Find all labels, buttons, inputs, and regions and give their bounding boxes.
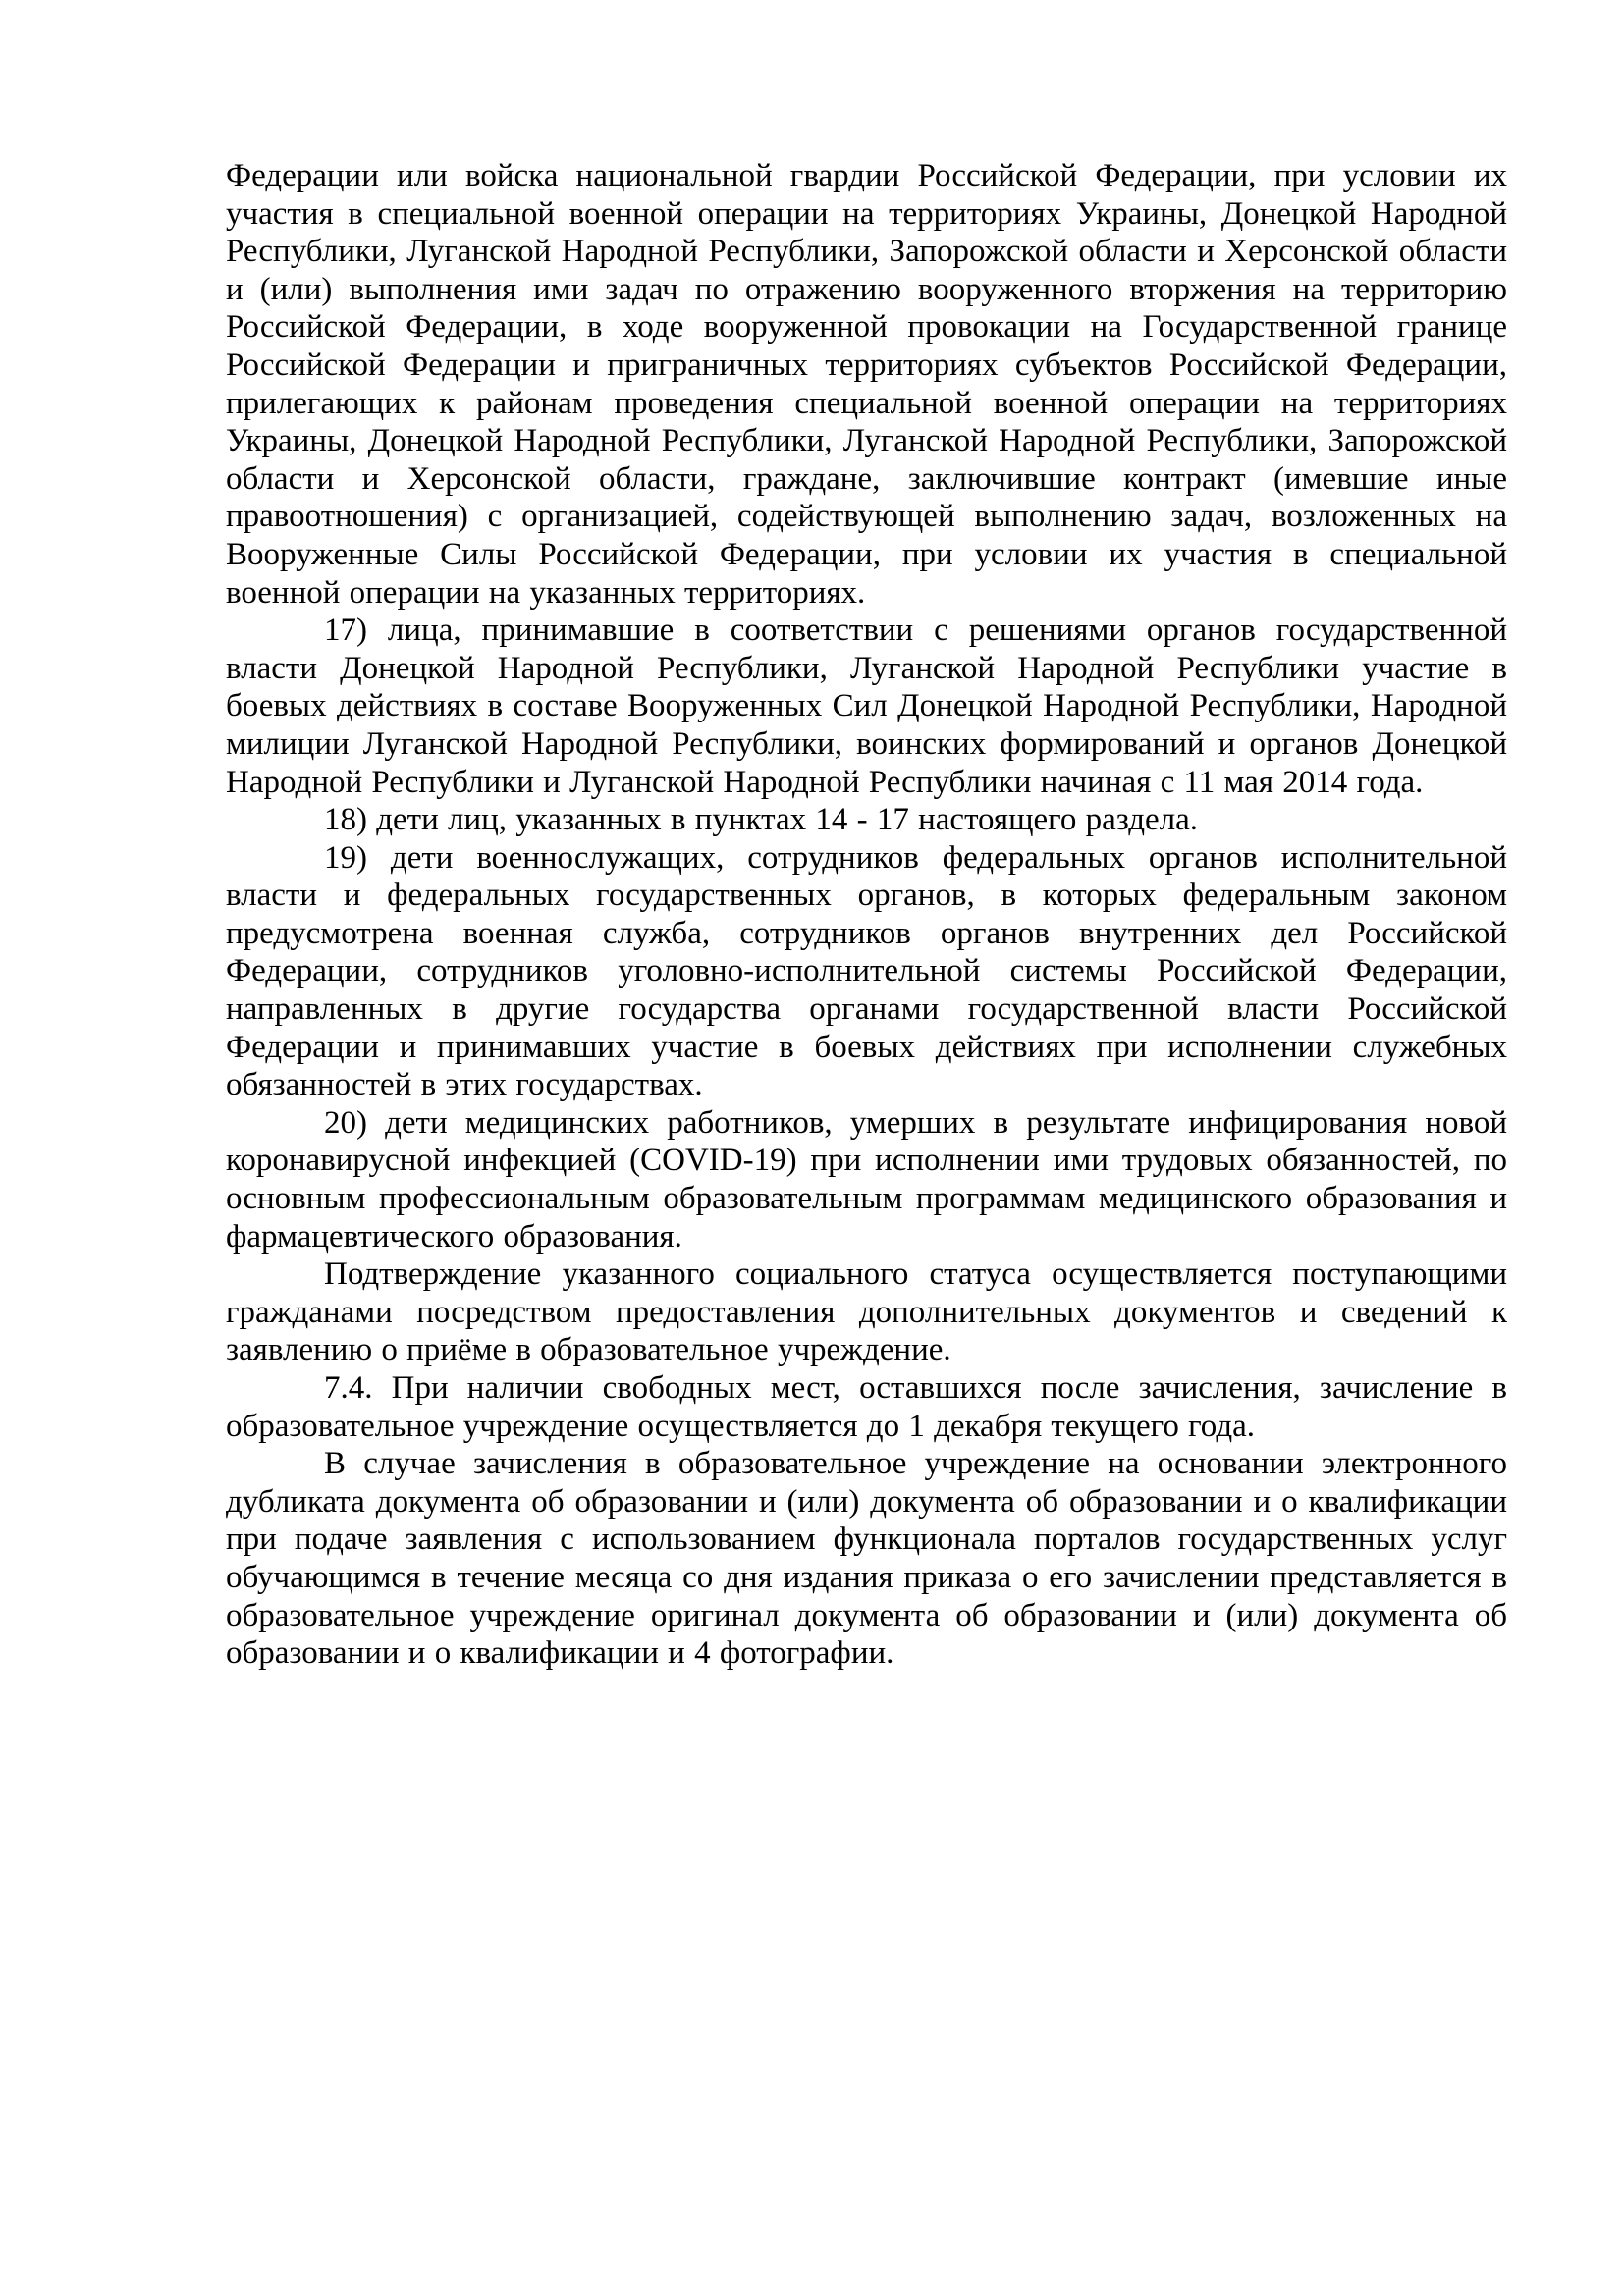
paragraph-item-18: 18) дети лиц, указанных в пунктах 14 - 17 настоящего раздела. [324, 802, 1199, 838]
paragraph-electronic-duplicate: В случае зачисления в образовательное учреждение на основании электронного дубликата документа об образовании и (или) документа об образовании и о квалификации при подаче заявления с использованием функционала порталов государственных услуг обучающимся в течение месяца со дня издания приказа о его зачислении представляется в образовательное учреждение оригинал документа об образовании и (или) документа об образовании и о квалификации и 4 фотографии. [226, 1446, 1507, 1672]
paragraph-item-20: 20) дети медицинских работников, умерших в результате инфицирования новой коронавирусной инфекцией (COVID-19) при исполнении ими трудовых обязанностей, по основным профессиональным образовательным программам медицинского образования и фармацевтического образования. [226, 1104, 1507, 1255]
paragraph-continuation-item-16: Федерации или войска национальной гвардии Российской Федерации, при условии их участия в специальной военной операции на территориях Украины, Донецкой Народной Республики, Луганской Народной Республики, Запорожской области и Херсонской области и (или) выполнения ими задач по отражению вооруженного вторжения на территорию Российской Федерации, в ходе вооруженной провокации на Государственной границе Российской Федерации и приграничных территориях субъектов Российской Федерации, прилегающих к районам проведения специальной военной операции на территориях Украины, Донецкой Народной Республики, Луганской Народной Республики, Запорожской области и Херсонской области, граждане, заключившие контракт (имевшие иные правоотношения) с организацией, содействующей выполнению задач, возложенных на Вооруженные Силы Российской Федерации, при условии их участия в специальной военной операции на указанных территориях. [226, 158, 1507, 611]
paragraph-item-19: 19) дети военнослужащих, сотрудников федеральных органов исполнительной власти и федеральных государственных органов, в которых федеральным законом предусмотрена военная служба, сотрудников органов внутренних дел Российской Федерации, сотрудников уголовно-исполнительной системы Российской Федерации, направленных в другие государства органами государственной власти Российской Федерации и принимавших участие в боевых действиях при исполнении служебных обязанностей в этих государствах. [226, 839, 1507, 1103]
paragraph-item-17: 17) лица, принимавшие в соответствии с решениями органов государственной власти Донецкой Народной Республики, Луганской Народной Республики участие в боевых действиях в составе Вооруженных Сил Донецкой Народной Республики, Народной милиции Луганской Народной Республики, воинских формирований и органов Донецкой Народной Республики и Луганской Народной Республики начиная с 11 мая 2014 года. [226, 613, 1507, 800]
paragraph-status-confirmation: Подтверждение указанного социального статуса осуществляется поступающими гражданами посредством предоставления дополнительных документов и сведений к заявлению о приёме в образовательное учреждение. [226, 1256, 1507, 1368]
paragraph-clause-7-4: 7.4. При наличии свободных мест, оставшихся после зачисления, зачисление в образовательное учреждение осуществляется до 1 декабря текущего года. [226, 1370, 1507, 1444]
document-content [226, 157, 1507, 1673]
